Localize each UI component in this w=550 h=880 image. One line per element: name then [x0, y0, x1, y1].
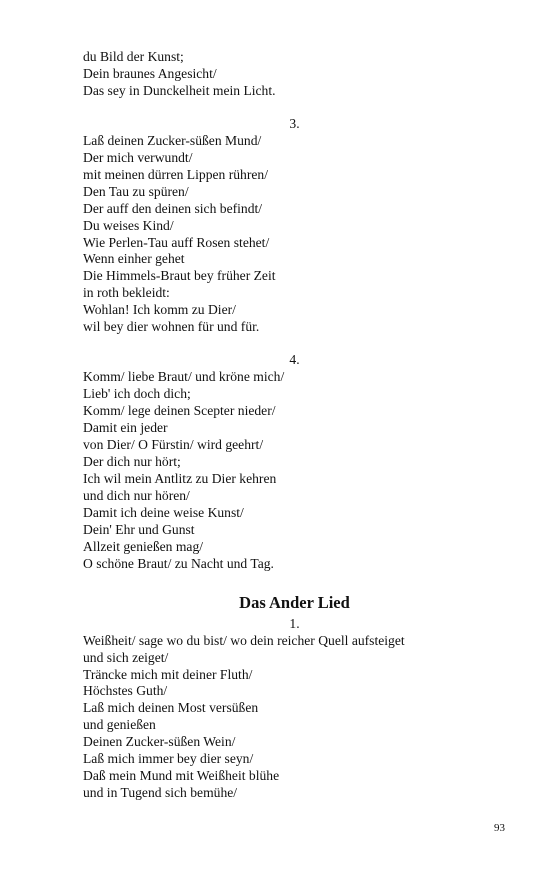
verse-line: Lieb' ich doch dich; [83, 386, 191, 402]
page-number: 93 [494, 822, 505, 834]
verse-line: Damit ein jeder [83, 420, 168, 436]
verse-line: Der mich verwundt/ [83, 149, 193, 165]
stanza-4 [83, 352, 468, 572]
verse-line: und genießen [83, 717, 156, 733]
verse-line: Träncke mich mit deiner Fluth/ [83, 666, 253, 682]
stanza-gap [83, 100, 468, 116]
verse-line: O schöne Braut/ zu Nacht und Tag. [83, 555, 274, 571]
verse-line: Der dich nur hört; [83, 453, 181, 469]
verse-line: Der auff den deinen sich befindt/ [83, 200, 263, 216]
verse-line: Wie Perlen-Tau auff Rosen stehet/ [83, 234, 270, 250]
verse-line: Den Tau zu spüren/ [83, 183, 189, 199]
verse-line: Dein braunes Angesicht/ [83, 65, 217, 81]
verse-line: Laß mich immer bey dier seyn/ [83, 751, 254, 767]
page-text [83, 49, 468, 802]
verse-line: wil bey dier wohnen für und für. [83, 319, 260, 335]
verse-line: und sich zeiget/ [83, 649, 169, 665]
verse-line: Wenn einher gehet [83, 251, 185, 267]
verse-line: in roth bekleidt: [83, 285, 170, 301]
stanza-number: 4. [289, 352, 300, 368]
verse-line: und dich nur hören/ [83, 487, 190, 503]
verse-line: mit meinen dürren Lippen rühren/ [83, 166, 268, 182]
verse-line: Daß mein Mund mit Weißheit blühe [83, 768, 280, 784]
stanza-gap [83, 336, 468, 352]
section-title: Das Ander Lied [239, 592, 350, 612]
verse-line: Du weises Kind/ [83, 217, 174, 233]
verse-line: von Dier/ O Fürstin/ wird geehrt/ [83, 437, 264, 453]
verse-line: Allzeit genießen mag/ [83, 538, 204, 554]
verse-line: Komm/ lege deinen Scepter nieder/ [83, 403, 276, 419]
stanza-number: 3. [289, 115, 300, 131]
verse-line: Ich wil mein Antlitz zu Dier kehren [83, 470, 277, 486]
verse-line: Wohlan! Ich komm zu Dier/ [83, 302, 236, 318]
verse-line: Laß mich deinen Most versüßen [83, 700, 259, 716]
verse-line: und in Tugend sich bemühe/ [83, 785, 238, 801]
verse-line: Die Himmels-Braut bey früher Zeit [83, 268, 276, 284]
verse-line: Das sey in Dunckelheit mein Licht. [83, 82, 276, 98]
verse-line: Komm/ liebe Braut/ und kröne mich/ [83, 369, 285, 385]
verse-line: Weißheit/ sage wo du bist/ wo dein reicher Quell aufsteiget [83, 632, 405, 648]
stanza-3 [83, 116, 468, 336]
verse-line: Damit ich deine weise Kunst/ [83, 504, 244, 520]
song2-stanza-1 [83, 616, 468, 802]
section-gap [83, 573, 468, 592]
verse-line: Dein' Ehr und Gunst [83, 521, 195, 537]
verse-line: du Bild der Kunst; [83, 49, 184, 64]
verse-line: Höchstes Guth/ [83, 683, 168, 699]
verse-line: Deinen Zucker-süßen Wein/ [83, 734, 236, 750]
verse-line: Laß deinen Zucker-süßen Mund/ [83, 132, 262, 148]
stanza-number: 1. [289, 615, 300, 631]
stanza-continued [83, 49, 468, 100]
